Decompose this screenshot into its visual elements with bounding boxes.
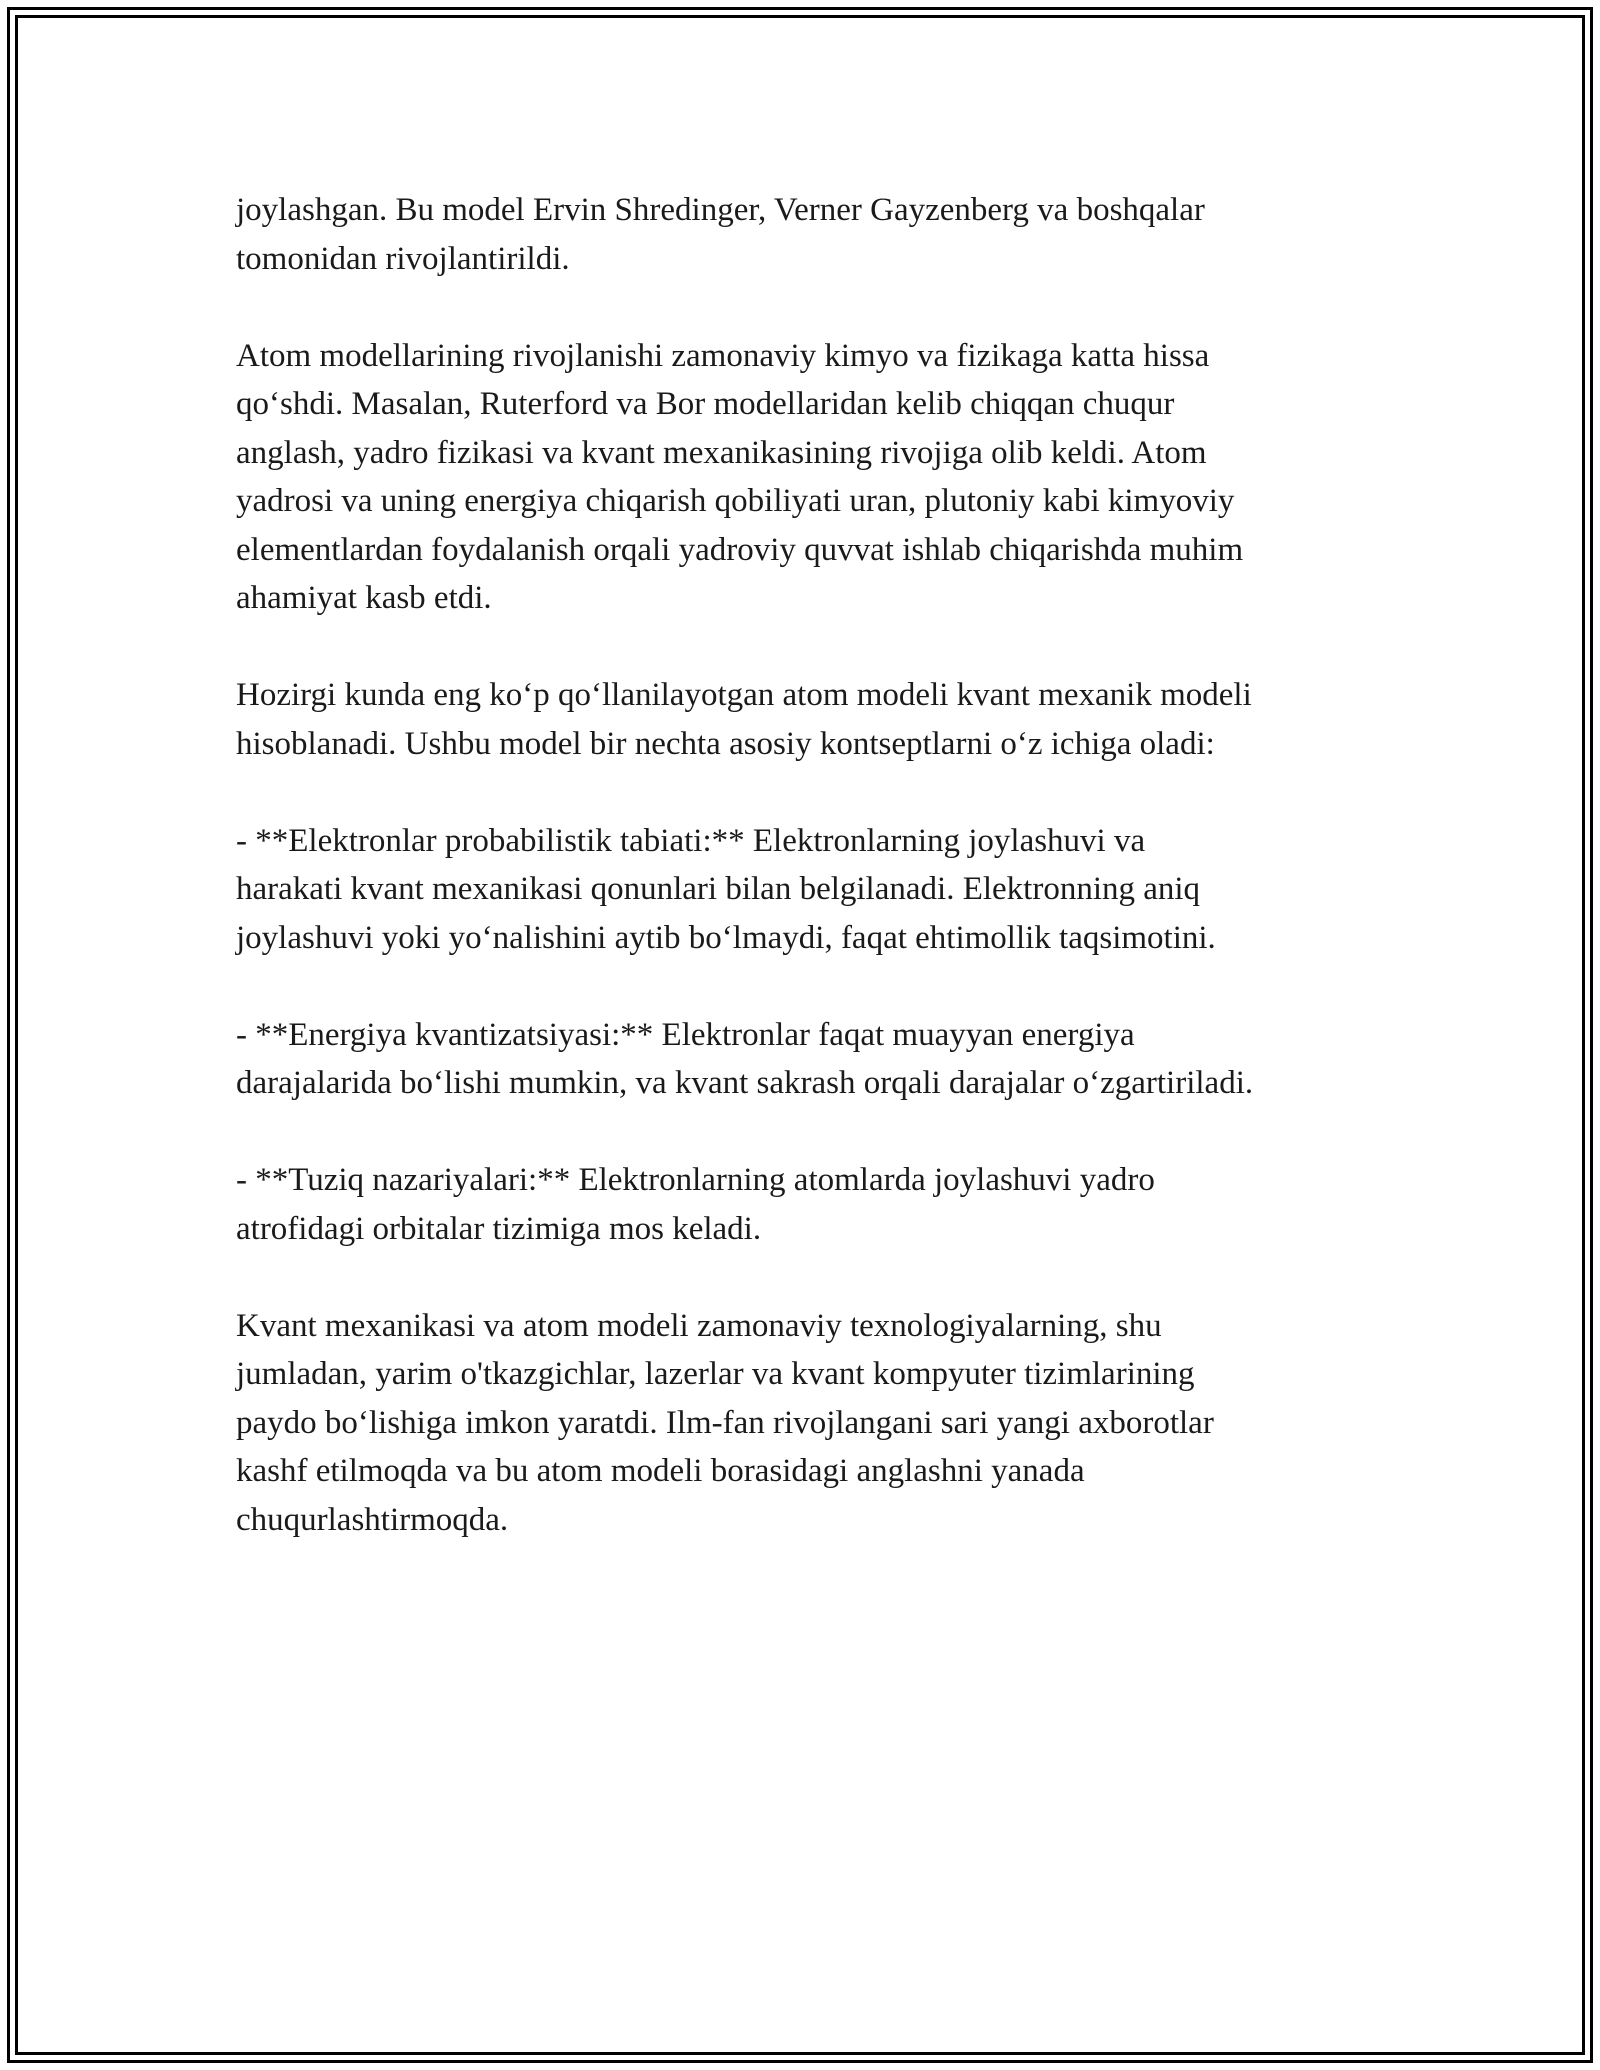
document-body	[236, 186, 1376, 1593]
paragraph-1: joylashgan. Bu model Ervin Shredinger, Verner Gayzenberg va boshqalar tomonidan rivojlantirildi.	[236, 192, 1205, 277]
list-item-probabilistic: - **Elektronlar probabilistik tabiati:** Elektronlarning joylashuvi va harakati kvant mexanikasi qonunlari bilan belgilanadi. Elektronning aniq joylashuvi yoki yo‘nalishini aytib bo‘lmaydi, faqat ehtimollik taqsimotini.	[236, 822, 1216, 956]
paragraph-3: Hozirgi kunda eng ko‘p qo‘llanilayotgan atom modeli kvant mexanik modeli hisoblanadi. Ushbu model bir nechta asosiy kontseptlarni o‘z ichiga oladi:	[236, 677, 1252, 762]
list-item-theories: - **Tuziq nazariyalari:** Elektronlarning atomlarda joylashuvi yadro atrofidagi orbitalar tizimiga mos keladi.	[236, 1162, 1155, 1247]
list-item-quantization: - **Energiya kvantizatsiyasi:** Elektronlar faqat muayyan energiya darajalarida bo‘lishi mumkin, va kvant sakrash orqali darajalar o‘zgartiriladi.	[236, 1016, 1254, 1101]
paragraph-2: Atom modellarining rivojlanishi zamonaviy kimyo va fizikaga katta hissa qo‘shdi. Masalan, Ruterford va Bor modellaridan kelib chiqqan chuqur anglash, yadro fizikasi va kvant mexanikasining rivojiga olib keldi. Atom yadrosi va uning energiya chiqarish qobiliyati uran, plutoniy kabi kimyoviy elementlardan foydalanish orqali yadroviy quvvat ishlab chiqarishda muhim ahamiyat kasb etdi.	[236, 337, 1244, 616]
paragraph-conclusion: Kvant mexanikasi va atom modeli zamonaviy texnologiyalarning, shu jumladan, yarim o'tkazgichlar, lazerlar va kvant kompyuter tizimlarining paydo bo‘lishiga imkon yaratdi. Ilm-fan rivojlangani sari yangi axborotlar kashf etilmoqda va bu atom modeli borasidagi anglashni yanada chuqurlashtirmoqda.	[236, 1307, 1214, 1538]
